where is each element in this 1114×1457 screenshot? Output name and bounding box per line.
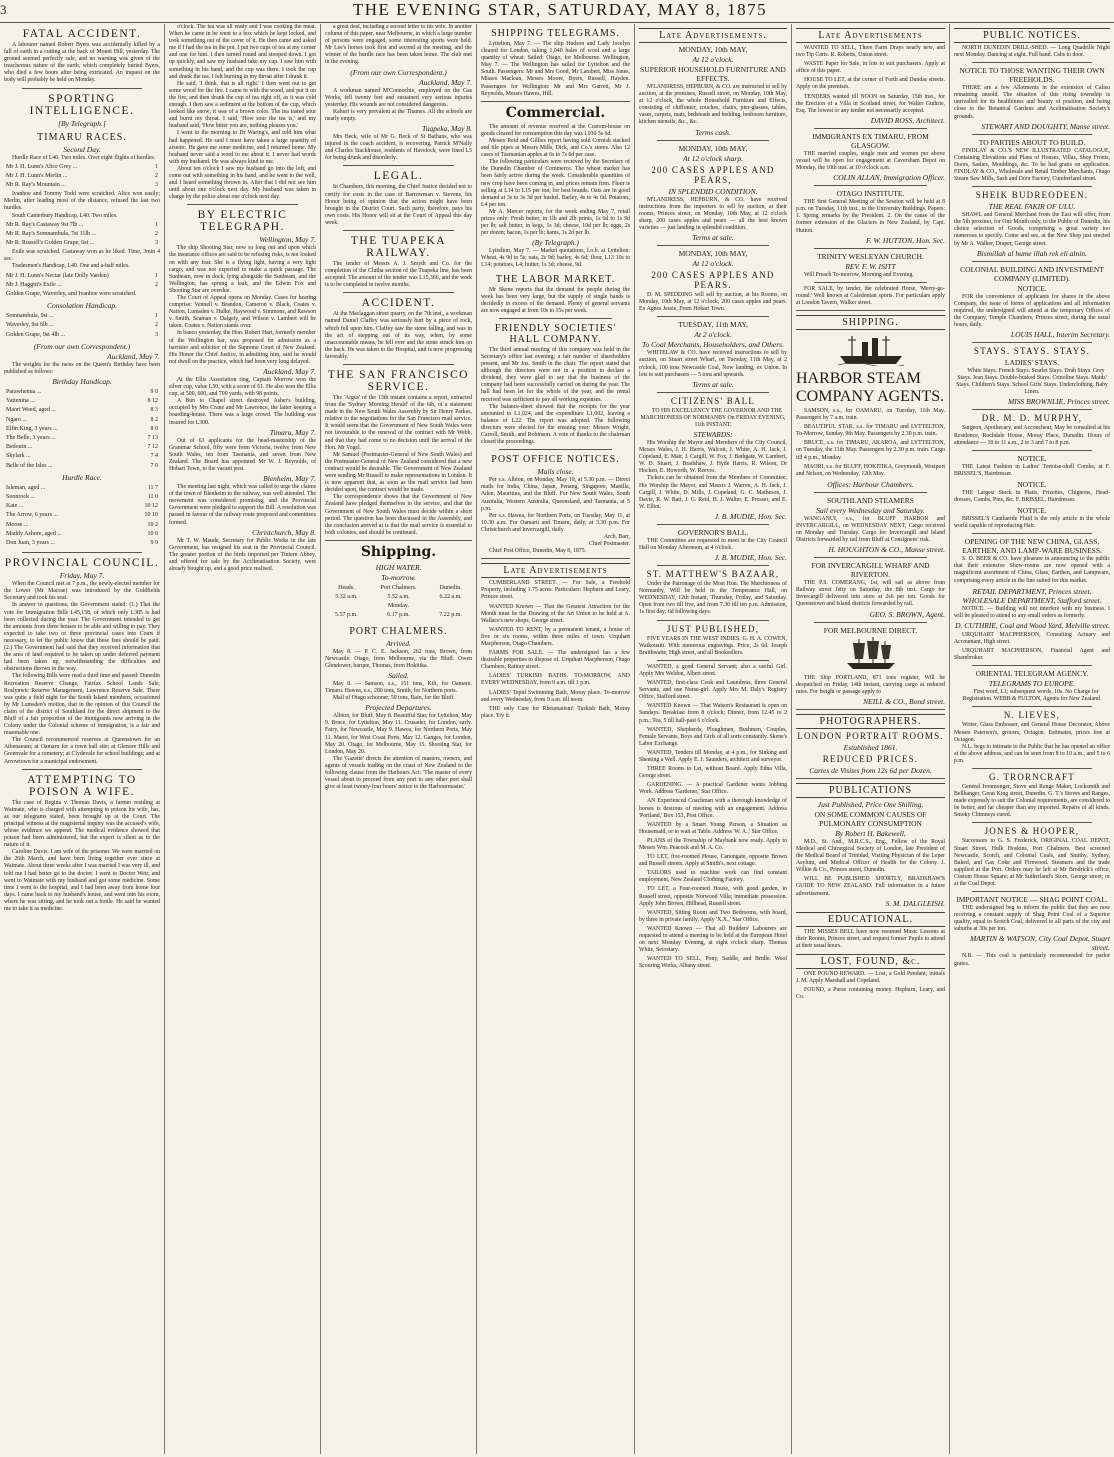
advertisement: SAMSON, s.s., for OAMARU, on Tuesday, 11th May. Passengers by 7 a.m. train. <box>796 407 945 422</box>
advertisement: PLANS of the Township of Maybank now ready. Apply to Messrs Wm. Peacock and M. A. Co. <box>639 837 787 851</box>
section-lost-found: LOST, FOUND, &c. <box>796 954 945 969</box>
advertisement: LADIES' TURKISH BATHS. TO-MORROW, AND EVERY WEDNESDAY, from 9 a.m. till 1 p.m. <box>481 673 630 687</box>
section-publications: PUBLICATIONS <box>796 783 945 798</box>
correspondent-note: (From our own Correspondent.) <box>33 341 131 351</box>
headline-electric-telegraph: BY ELECTRIC TELEGRAPH. <box>197 209 288 234</box>
headline-shipping-telegrams: SHIPPING TELEGRAMS. <box>491 28 620 39</box>
weight-row: Elfin King, 3 years ... 8 0 <box>6 425 158 432</box>
race-result-row: Mr J. Haggitt's Exile ... 2 <box>6 281 158 288</box>
headline-friendly-societies: FRIENDLY SOCIETIES' HALL COMPANY. <box>494 322 617 345</box>
advertisement: TUESDAY, 11th MAY, At 2 o'clock. To Coal Merchants, Householders, and Others. WHITELAW & CO. have received instructions to sell by auction, on Stuart street Wharf, on Tuesday, 11th May, at 2 o'clock, 100 tons Newcastle Coal, Now landing, ex Union. In lots to suit purchasers — 5 tons and upwards. Terms at sale. <box>639 320 787 389</box>
advertisement: FOR SALE, by tender, the celebrated Horse, 'Merry-go-round.' Well known at Caledonian sports. For particulars apply at London Tavern, Walker street. <box>796 285 945 306</box>
advertisement: TAILORS used to machine work can find constant employment, New Zealand Clothing Factory. <box>639 870 787 884</box>
race-results-table <box>4 162 160 192</box>
section-commercial: Commercial. <box>505 104 606 121</box>
advertisement: WANTED TO SELL, Pony, Saddle, and Bridle. Wool Scouring Works, Albany street. <box>639 956 787 970</box>
byline: (By Telegraph.) <box>532 238 579 248</box>
notice-date: Chief Post Office, Dunedin, May 8, 1875. <box>489 548 587 555</box>
article-text: Ivanhoe and Tommy Todd were scratched. Alice won easily; Merlin, after leading most of the distance, refused the last two hurdles. <box>4 191 160 212</box>
weight-row: Maori Weed, aged ... 8 3 <box>6 407 158 414</box>
headline-tuapeka-railway: THE TUAPEKA RAILWAY. <box>350 234 447 259</box>
column-4 <box>477 24 635 1454</box>
column-7 <box>950 24 1114 1454</box>
advertisement: G. TRORNCRAFT General Ironmonger, Stove and Range Maker, Locksmith and Bellhanger, Great King street, Dunedin. G. T.'s Stoves and Ranges, made expressly to suit the Colonial requirements, are considered to be better, and far cheaper than any imported. Repairs of all kinds. Smoky Chimneys cured. <box>954 771 1110 819</box>
article-text: When the Council met at 7 p.m., the newly-elected member for the Lower (Mr Macrae) was introduced by the Goldfields Secretary and took his seat. In answer to questions, the Government stated: (1.) That the vote for Immigration Bills L45,158, of which only L385 is had been collected during the year. The Government intended to get the amounts from three houses to be able and willing to pay. They expected to take two or three provincial cases into Court if necessary, to let the public know that these fees should be paid. (2.) The Government had said that they received information that the area of land required to be taken up under deferred payment had been taken up, notwithstanding the difficulties and obstructions thrown in the way. The following Bills were read a third time and passed: Dunedin Recreation Reserve Change, Fairfax School Lands Sale, Roslynwic Reserve Management, Lawrence Reserve Sale. There was quite a field night for the South Island members, occasioned by Mr Lumsden's motion, that in the opinion of this Council the claim of the district of Southland for the direct shipment to the Bluff of a fair proportion of the immigrants now arriving in the Colony under the Colonial scheme of immigration, is a fair and reasonable one. The Council recommenced reserves at Queenstown for an Athenaeum; at Oamaru for a town hall site; at Glenore Hills and Greenvale for a cemetery; at Clydevale for school buildings; and at Arrowtown for a municipal endowment. <box>4 581 160 765</box>
advertisement: WANTED, first-class Cook and Laundress, three General Servants, and one Nurse-girl. Apply Mrs M. Daly's Registry Office, Stafford street. <box>639 680 787 701</box>
tide-heading: HIGH WATER. <box>375 562 422 572</box>
subhead-second-day: Second Day. <box>63 144 101 154</box>
advertisement: WASTE Paper for Sale, in lots to suit purchasers. Apply at office of this paper. <box>796 61 945 75</box>
advertisement: THE MISSES BELL have now resumed Music Lessons at their Rooms, Princes street, and request former Pupils to attend at their usual hours. <box>796 928 945 949</box>
advertisement: ST. MATTHEW'S BAZAAR, Under the Patronage of the Most Hon. The Marchioness of Normanby, Will be held in the Temperance Hall, on WEDNESDAY, 12th Instant, Thursday, Friday, and Saturday. Open from two till five, and from 7.30 till ten p.m. Admission, 1s first day; 6d following days. <box>639 569 787 616</box>
advertisement: SOUTHLAND STEAMERS Sail every Wednesday and Saturday. WANGANUI, s.s., for BLUFF HARBOR and INVERCARGILL, on WEDNESDAY NEXT, Cargo received on Monday and Tuesday. Cargo for Invercargill and Island Districts forwarded by rail from Bluff at Consignees' risk. H. HOUGHTON & CO., Manse street. <box>796 495 945 555</box>
page-number: 3 <box>0 2 8 17</box>
race-results-table <box>4 271 160 301</box>
advertisement: IMPORTANT NOTICE — SHAG POINT COAL. THE undersigned beg to inform the public that they are now receiving a constant supply of Shag Point Coal of a Superior quality, equal to Scotch Coal, delivered to all parts of the city and suburbs at 30s per ton. MARTIN & WATSON, City Coal Depot, Stuart street. N.B. — This coal is particularly recommended for parlor grates. <box>954 895 1110 967</box>
weight-row: Moose ... 10 2 <box>6 521 158 528</box>
advertisement: Just Published, Price One Shilling. ON SOME COMMON CAUSES OF PULMONARY CONSUMPTION By Robert H. Bakewell, M.D., St. And., M.R.C.S., Eng., Fellow of the Royal Medical and Chirurgical Society of London, late President of the Medical Board of Trinidad, Visiting Physician of the Leper Asylum, and Medical Officer of Health for the Colony. J. Wilkie & Co., Princes street, Dunedin. <box>796 799 945 874</box>
advertisement: MONDAY, 10th MAY, At 12 o'clock. SUPERIOR HOUSEHOLD FURNITURE AND EFFECTS. M'LANDRESS, HEPBURN, & CO. are instructed to sell by auction, at the premises, Russell street, on Monday, 10th May, at 12 o'clock, the whole Household Furniture and Effects, consisting of chiffonier, couches, chairs, pier-glasses, tables, vases, carpets, mats, bedsteads and bedding, bedroom furniture, kitchen utensils, &c., &c. Terms cash. <box>639 45 788 137</box>
race-results-table <box>4 311 160 341</box>
weight-row: The Belle, 3 years ... 7 13 <box>6 434 158 441</box>
sailing-ship-icon <box>796 637 945 673</box>
weights-table <box>4 387 160 472</box>
article-text: The weights for the races on the Queen's Birthday have been published as follows: <box>4 361 160 375</box>
race-result-row: Mr J. H. Lunn's Merlin ... 2 <box>6 172 158 179</box>
steamship-icon <box>796 332 945 368</box>
advertisement: NOTICE. THE Largest Stock in Plaits, Frizettes, Chignons, Head-dresses, Combs, Pins, &c. F. BRISSEL, Hairdresser. <box>954 479 1110 503</box>
advertisement: GOVERNOR'S BALL. THE Committee are requested to meet in the City Council Hall on Monday Afternoon, at 4 o'clock. J. B. MUDIE, Hon. Sec. <box>639 527 787 563</box>
dateline: Auckland, May 7. <box>419 77 472 87</box>
advertisement: LONDON PORTRAIT ROOMS. Established 1861. REDUCED PRICES. Cartes de Visites from 12s 6d per Dozen. <box>797 730 944 775</box>
race-result-row: Mr R. Ray's Castaway 9st 7lb ... 1 <box>6 221 158 228</box>
subhead-mails: Mails close. <box>537 467 574 477</box>
tide-subheading: To-morrow. <box>381 572 416 582</box>
shipping-text: May 8. — Samson, s.s., 151 tons, Kilt, for Oamaru. Timaru. Hawea, s.s., 280 tons, Smith, for Northern ports. Mail of Otago schooner, 50 tons, Bain, for the Bluff. <box>325 680 472 702</box>
article-text: Mr Skene reports that the demand for people during the week has been very large, but the supply of single hands is decidedly in excess of the demand. Plenty of general servants are now engaged at from 10s to 15s per week. <box>481 286 630 314</box>
article-text: Exile was scratched. Castaway won as he liked. Time, 3min 4 sec. <box>4 249 160 263</box>
advertisement: TO PARTIES ABOUT TO BUILD. FINDLAY & CO.'S NEW ILLUSTRATED CATALOGUE, Containing Elevations and Plans of Houses, Villas, Shop Fronts, Doors, Sashes, Mouldings, &c. To be had gratis on application. FINDLAY & CO., Wholesale and Retail Timber Merchants, Otago Steam Saw Mills, Sash and Door Factory, Cumberland street. <box>954 137 1110 183</box>
advertisement: JONES & HOOPER, Successors to G. S. Frederick, ORIGINAL COAL DEPOT, Stuart Street, Hulk Hoskins, Port Chalmers. Best screened Newcastle, Scotch, and Colonial Coals, and Smithy. Sydney, Baked, and Gas Coke and Firewood. Steamers and the trade supplied at the Port. Orders may be left at Mr Brodrick's office, Custom House Square; at Mr Sutherland's Store, George street; or at the Coal Depot. <box>954 826 1110 887</box>
race-result-row: Mr J. H. Lunn's Alice Grey ... 1 <box>6 163 158 170</box>
weights-table <box>4 483 160 549</box>
weight-row: Kate ... 10 12 <box>6 503 158 510</box>
advertisement: TO LET, five-roomed House, Canongate, opposite Brown and Russell streets. Apply at Smith's, next cottage. <box>639 854 787 868</box>
weight-row: The Arrow, 6 years ... 10 10 <box>6 512 158 519</box>
dateline: Friday, May 7. <box>59 571 105 581</box>
article-text: The tender of Messrs A. J. Smyth and Co. for the completion of the Clutha section of the Tuapeka line, has been accepted. The amount of the tender was L15,366, and the work is to be completed in twelve months. <box>325 260 472 289</box>
headline-accident: ACCIDENT. <box>361 297 436 310</box>
weight-row: Bedouin ... 7 12 <box>6 444 158 451</box>
column-6 <box>792 24 950 1454</box>
advertisement: WANTED by a Smart Young Person, a Situation as Housemaid, or to wait at Table. Address 'W. A.,' Star Office. <box>639 821 787 835</box>
article-text: The amount of revenue received at the Custom-house on goods cleared for consumption this day was L930 5s 6d. Messrs Reid and Gillies report having sold Cornish stacked and tile pipes at Messrs Mills, Dick, and Co.'s stores. Also 12 cases of Tasmanian apples at 6s to 7s 6d per case. The following particulars were received by the Secretary of the Dunedin Chamber of Commerce. The wheat market has been fairly active during the week. Considerable quantities of new crop have been coming in, and prices remain firm. Flour is selling at L14 to L15 per ton, for best brands. Oats are in good demand at 3s to 3s 3d per bushel. Barley, 4s to 4s 6d. Potatoes, L4 per ton. Mr A. Mercer reports, for the week ending May 7, retail prices only: Fresh butter, in 1lb and 2lb prints, 1s 6d to 1s 9d per lb; salt butter, in kegs, 1s 3d; cheese, 10d per lb; eggs, 2s per dozen; bacon, 1s per lb; hams, 1s 2d per lb. <box>481 123 630 237</box>
section-public-notices: PUBLIC NOTICES. <box>954 28 1110 43</box>
race-result-row: Waverley, 9st 6lb ... 2 <box>6 322 158 329</box>
advertisement: WANTED, Sitting Room and Two Bedrooms, with board, by three in private family. Apply 'X.X.,' Star Office. <box>639 909 787 923</box>
offices-note: Offices: Harbour Chambers. <box>827 479 914 489</box>
advertisement: TENDERS wanted till NOON on Saturday, 15th inst., for the Erection of a Villa in Scotland street, for Walter Guthrie, Esq. The lowest or any tender not necessarily accepted. DAVID ROSS, Architect. <box>796 93 945 125</box>
advertisement: LADIES' Tepid Swimming Bath, Moray place. To-morrow and every Wednesday, from 9 a.m. till noon. <box>481 689 630 703</box>
advertisement: ONE POUND REWARD. — Lost, a Gold Pendant; initials J. M. Apply Marshall and Copeland. <box>796 970 945 984</box>
advertisement: SHEIK BUDREODEEN. THE REAL FAKIR OF ULU. SHAWL and General Merchant from the East will offer, from the 5th proximo, for One Month only, to the Public of Dunedin, his choice selection of Goods, comprising a great variety too numerous to specify. Come and see, at the New Shop just erected by Mr A. Walker, Draper, George street. Bismillah al hume illah rek eli alnin. <box>954 190 1110 258</box>
advertisement: AN Experienced Coachman with a thorough knowledge of horses is desirous of meeting with an engagement. Address 'Portland,' Box 153, Post Office. <box>639 798 787 819</box>
shipping-text: Lyttelton, May 7. — The ship Hudson and Lady Jocelyn cleared for London, taking 1,040 bales of wool and a large quantity of wheat. Sailed: Otago, for Melbourne. Wellington, May 7. — The Wellington has sailed for Lyttelton and the South. Passengers: Mr and Mrs Good, Mr Lambert, Miss Jones, Misses Maclean, Messrs Moore, Byers, Russell, Hayden. Passengers for Wellington: Mr and Mrs Garrett, Mr J. Reynolds, Messrs Hawes, Hill. <box>481 41 630 97</box>
subhead-sailed: Sailed. <box>388 670 409 680</box>
advertisement: BRUCE, s.s. for TIMARU, AKAROA, and LYTTELTON, on Tuesday, the 11th May. Passengers by 2.30 p.m. train. Cargo till 4 p.m., Monday. <box>796 440 945 461</box>
advertisement: N. LIEVES, Writer, Glass Embosser, and General House Decorator, Above Messrs Paterson's, grocers, Octagon. Estimates, prices free at Octagon. N.L. begs to intimate to the Public that he has opened an office at the above address, and can be seen from 8 to 10 a.m., and 5 to 6 p.m. <box>954 710 1110 764</box>
advertisement: WILL BE PUBLISHED SHORTLY, BRADSHAW'S GUIDE TO NEW ZEALAND. Full information in a future advertisement. S. M. DALGLEISH. <box>796 876 945 908</box>
shipping-text: May 8. — P. C. E. Jackson, 262 tons, Brown, from Newcastle. Otago, from Melbourne, via the Bluff. Owen Glendower, barque, Thomas, from Hokitika. <box>325 648 472 669</box>
race-result-row: Mr J. H. Lunn's Nectar (late Dolly Varden) 1 <box>6 272 158 279</box>
advertisement: BEAUTIFUL STAR, s.s. for TIMARU and LYTTELTON, To-Morrow, Sunday, 9th May. Passengers by 2.30 p.m. train. <box>796 424 945 438</box>
advertisement: URQUHART MACPHERSON, Financial Agent and Sharebroker. <box>954 648 1110 662</box>
column-3 <box>321 24 477 1454</box>
weight-row: Yattenina ... 8 12 <box>6 398 158 405</box>
masthead-title: THE EVENING STAR, SATURDAY, MAY 8, 1875 <box>352 0 768 19</box>
advertisement: FOR INVERCARGILL WHARF AND RIVERTON. THE P.S. COMERANG, 1st, will sail as above from Railway street Jetty on Saturday, the 8th inst. Cargo for Invercargill delivered into store at 2s6 per ton. Goods for Queenstown and Island districts forwarded by rail. GEO. S. BROWN, Agent. <box>796 561 945 619</box>
section-late-advertisements: Late Advertisements <box>481 563 630 578</box>
advertisement: NOTICE TO THOSE WANTING THEIR OWN FREEHOLDS. THERE are a few Allotments in the extension of Caliso remaining unsold. The situation of this rising township is unrivalled for its healthiness and beauty of position, and being close to the Botanical Gardens and Acclimatisation Society's grounds. STEWART AND DOUGHTY, Manse street. <box>954 66 1110 131</box>
race-heading: Consolation Handicap. <box>46 301 117 311</box>
article-text: a great deal, including a second letter to his wife. In another column of this paper, near Melbourne, in which a large number of persons were engaged, some interesting sports were held. Mr Lee's horses took first and second at the meeting, and the winner of the hurdle race has been taken home. The club met in the evening. <box>325 24 472 66</box>
advertisement: WANTED Known — That Watson's Restaurant is open on Sundays. Breakfast from 8 o'clock; Dinner, from 12.45 to 2 p.m.; Tea, 5 till half-past 6 o'clock. <box>639 703 787 724</box>
subhead-port-chalmers: PORT CHALMERS. <box>349 625 448 637</box>
subhead-hurdle-race: Hurdle Race. <box>62 472 102 482</box>
shipping-text: Albion, for Bluff, May 8. Beautiful Star, for Lyttelton, May 9. Bruce, for Lyttelton, May 11. Crusader, for London, early. Fairy, for Newcastle, May 9. Hawea, for Northern Ports, May 11. Maori, for West Coast Ports, May 12. Ganges, for London, May 20. Otago, for Melbourne, May 15. Shooting Star, for London, May 20. The 'Gazette' directs the attention of masters, owners, and agents of vessels trading on the coast of New Zealand to the following clause from the Harbours Act: 'The master of every vessel about to proceed from any port to any other port shall give at least twenty-four hours' notice to the Harbourmaster.' <box>325 713 472 791</box>
advertisement: TRINITY WESLEYAN CHURCH. REV. F. W. ISITT Will Preach To-morrow, Morning and Evening. <box>804 251 924 278</box>
race-heading: Hurdle Race of L40. Two miles. Over eight flights of hurdles. <box>12 154 156 161</box>
article-text: In Chambers, this morning, the Chief Justice decided not to certify for costs in the case of Barrowman v. Stevens, his Honor being of opinion that the action might have been brought in the District Court. Such party, therefore, pays his own costs. His Honor will sit at the Court of Appeal this day week. <box>325 184 472 226</box>
column-1 <box>0 24 165 1454</box>
article-text: At the Ellis Association ring, Captain Morrow won the silver cup, value L50, with a score of 61. He also won the Ellis cup, at 500, 600, and 700 yards, with 98 points. A Bun to Chapel street destroyed Asher's building, occupied by Mrs Crane and Mr Lawrence, the latter keeping a boarding-house. There was a large crowd. The building was insured for L300. <box>169 376 316 426</box>
advertisement: THE only Cure for Rheumatism! Turkish Bath, Moray place. Try it. <box>481 705 630 719</box>
section-shipping: Shipping. <box>360 543 437 560</box>
weight-row: Don Juan, 3 years ... 9 9 <box>6 539 158 546</box>
dateline: Timaru, May 7. <box>269 427 316 437</box>
weight-row: Parawhenua ... 9 0 <box>6 388 158 395</box>
advertisement: ORIENTAL TELEGRAM AGENCY. TELEGRAMS TO EUROPE. First word, L1; subsequent words, 10s. No Charge for Registration. WEBB & FULTON, Agents for New Zealand. <box>962 669 1102 703</box>
advertisement: FARMS FOR SALE. — The undersigned has a few desirable properties to dispose of. Urquhart Macpherson, Otago Chambers, Rattray street. <box>481 650 630 671</box>
dateline: Blenheim, May 7. <box>263 474 316 484</box>
advertisement: MONDAY, 10th MAY, At 12 o'clock sharp. 200 CASES APPLES AND PEARS, IN SPLENDID CONDITION. M'LANDRESS, HEPBURN, & CO. have received instructions from the importers to sell by auction, at their rooms, Princes street, on Monday, 10th May, at 12 o'clock sharp, 200 cases apples and pears — all the best known varieties — just landing in splendid condition. Terms at sale. <box>639 143 787 243</box>
weight-row: Skylark ... 7 4 <box>6 453 158 460</box>
article-text: Mr T. W. Maude, Secretary for Public Works in the late Government, has resigned his seat in the Provincial Council. The greater portion of the birds imported per Tintern Abbey, and offered for sale by the Acclimatisation Society, were already bought up, and a good price realised. <box>169 537 316 572</box>
article-text: o'clock. The tea was all ready and I was cooking the meat. When he came in he went to a box which he kept locked, and took something out of the cover of it. He then came and asked me if I had the tea in the pot. I put two cups of tea at my corner and one for him. I then turned round and stooped down. I got up quickly, and saw my husband take my cup. I saw him with something in his hand, and the cup was there. I took the cup and drank the tea. I felt burning in my throat after I drank it. He said, 'I think, that is all right.' I then went out to get some wood for the fire. I came in with the wood, and put it on the fire, and then drank the cup of tea right off, as it was cold enough. I then saw a sediment at the bottom of the cup, which looked like snow; it was of a brown color. The tea tasted sour and burnt my throat. I said, 'How sour the tea is,' and my husband said, 'How bitter you are, nothing pleases you.' I went in the morning to Dr Waring's, and told him what had happened. He said I must have taken a large quantity of arsenic. He gave me some medicine, and I returned home. My husband never said a word to me about it. I never had words with my husband. He was always kind to me. About ten o'clock I saw my husband go into the loft, and come out with something in his hand, and he went to the well, and I heard something thrown in. After that I did not see him until about one o'clock next day. My husband was taken in charge by the police about one o'clock next day. <box>169 24 316 201</box>
correspondent-note: (From our own Correspondent.) <box>350 67 447 77</box>
advertisement: MONDAY, 10th MAY, At 12 o'clock. 200 CASES APPLES AND PEARS. D. M. SPEDDING will sell by auction, at his Rooms, on Monday, 10th May, at 12 o'clock, 200 cases apples and pears. Ex Agnes Jessie, From Hobart Town. <box>639 249 787 313</box>
headline-labor-market: THE LABOR MARKET. <box>495 273 616 285</box>
race-heading: South Canterbury Handicap, L40. Two miles. <box>12 212 118 219</box>
section-educational: EDUCATIONAL. <box>796 912 945 927</box>
harbor-steam-heading: HARBOR STEAM COMPANY AGENTS. <box>796 369 945 405</box>
signature: Arch. Barr, Chief Postmaster. <box>589 533 630 548</box>
notice-text: Per s.s. Albion, on Monday, May 10, at 5.30 p.m. — Direct mails for India, China, Japan, Penang, Singapore, Manilla, Aden, Mauritius, and the Bluff. For New South Wales, South Australia, Western Australia, Queensland, and Tasmania, at 5 p.m. Per s.s. Hawea, for Northern Ports, on Tuesday, May 11, at 10.30 a.m. For Oamaru and Timaru, daily, at 3.30 p.m. For Christchurch and Invercargill, daily. <box>481 477 630 533</box>
weight-row: Isleman, aged ... 11 7 <box>6 484 158 491</box>
advertisement: WANTED, a good General Servant; also a useful Girl. Apply Mrs Weldon, Albert street. <box>639 663 787 677</box>
advertisement: IMMIGRANTS EX TIMARU, FROM GLASGOW. THE married couples, single men and women per above vessel will be open for engagement at Caversham Depot on Monday, the 10th inst. at 10 o'clock a.m. COLIN ALLAN, Immigration Officer. <box>796 131 945 183</box>
article-text: A labourer named Robert Byers was accidentally killed by a fall of earth in a cutting at the back of Mount Hill, yesterday. The ground seemed perfectly safe, and no warning was given of the treacherous nature of the earth, which completely buried Byers, who died a few hours after being extricated. An inquest on the body will probably be held on Monday. <box>4 42 160 84</box>
dateline: Tuapeka, May 8. <box>422 124 472 134</box>
article-text: Mrs Beck, wife of Mr G. Beck of St Bathans, who was injured in the coach accident, is recovering. Patrick M'Nally and Charles Stackhouse, residents of Havelock, were fined L5 for being drunk and disorderly. <box>325 134 472 162</box>
advertisement: CUMBERLAND STREET. — For Sale, a Freehold Property, including 1.75 acres. Particulars: Hepburn and Leary, Princes street. <box>481 580 630 601</box>
subhead-timaru-races: TIMARU RACES. <box>37 131 127 143</box>
column-2 <box>165 24 321 1454</box>
race-result-row: Somnambula, 9st ... 1 <box>6 313 158 320</box>
advertisement: TO LET, a Four-roomed House, with good garden, in Russell street, opposite Norwood Villa; immediate possession. Apply John Brown, Hillhead, Russell street. <box>639 886 787 907</box>
dateline: Auckland, May 7. <box>107 351 160 361</box>
race-result-row: Mr R. Ray's Mountain ... 3 <box>6 182 158 189</box>
headline-san-francisco: THE SAN FRANCISCO SERVICE. <box>327 369 470 393</box>
article-text: The meeting last night, which was called to urge the claims of the town of Blenheim to the railway, was well attended. The movement was considered promising, and the Provincial Government were pledged to support the Bill. A resolution was passed in favour of the railway route proposed and committees formed. <box>169 484 316 526</box>
race-heading: Tradesmen's Handicap, L40. One and a-half miles. <box>12 263 130 270</box>
article-text: The case of Regina v. Thomas Davis, a farmer residing at Waimate, who is charged with attempting to poison his wife, has, as our telegrams stated, been brought up at the Court. The principal witness at the magisterial inquiry was the accused's wife, whose evidence we append. The medical evidence showed that poison had been administered, but the expert is silent as to the nature of it. Caroline Davis: I am wife of the prisoner. We were married on the 26th March, and have been living together ever since at Waimate. About three weeks after I was married I was very ill, and told me I had better go to the doctor. I went to Doctor Weir, and went to Waimate with my husband and got some medicine. Some time I went to the hospital, and I had been away from home four days. I came back to my husband's house, and went into his room, where he was sitting, and he took out a bottle. He said he wanted me to take it as medicine. <box>4 799 160 913</box>
race-results-table <box>4 220 160 250</box>
advertisement: FOUND, a Purse containing money. Hepburn, Leary, and Co. <box>796 987 945 1001</box>
advertisement: THREE Rooms to Let, without Board. Apply Edna Villa, George street. <box>639 766 787 780</box>
race-result-row: Golden Grape, 9st 4lb ... 3 <box>6 331 158 338</box>
advertisement: DR. M. D. MURPHY, Surgeon, Apothecary, and Accoucheur, May be consulted at his Residence, Rochdale House, Moray Place, Dunedin. Hours of attendance — 10 to 11 a.m., 2 to 3 and 7 to 8 p.m. <box>954 413 1110 446</box>
advertisement: RETAIL DEPARTMENT, Princes street. WHOLESALE DEPARTMENT, Stafford street. NOTICE. — Building will not interfere with my business. I will be pleased to attend to any small orders as formerly. D. CUTHRIE, Coal and Wood Yard, Melville street. <box>954 586 1110 630</box>
section-shipping: SHIPPING. <box>796 315 945 330</box>
headline-legal: LEGAL. <box>373 170 424 183</box>
article-text: At the Maclaggan street quarry, on the 7th inst., a workman named Daniel Claffey was seriously hurt by a piece of rock, which fell upon him. Claffey saw the stone falling, and was in the act of stepping out of its way, when, by some unaccountable means, he fell over and the stone struck him on the back. He was taken to the Hospital, and is now progressing favorably. <box>325 311 472 360</box>
race-result-row: Golden Grape, Waverley, and Ivanhoe were scratched. <box>6 290 137 297</box>
headline-poison: ATTEMPTING TO POISON A WIFE. <box>27 773 137 798</box>
advertisement: CITIZENS' BALL TO HIS EXCELLENCY THE GOVERNOR AND THE MARCHIONESS OF NORMANBY On FRIDAY EVENING, 11th INSTANT. STEWARDS: His Worship the Mayor and Members of the City Council, Messrs Wales, J. H. Harris, Walcott, J. White, A. H. Jack, J. Copeland, E. Mair, J. Cargill, W. Fox, J. Bathgate, W. Lambert, W. D. Stuart, J. Bradshaw, J. Hyde Harris, R. Wilson, Dr Hocken, E. Howorth, W. Reeves. Tickets can be obtained from the Members of Committee; His Worship the Mayor, and Messrs J. Warren, A. H. Jack, J. Cargill, J. White, D. Mills, J. Copeland, G. C. Matheson, J. Davie, R. W. Batt, J. G. Reid, H. J. Walter, E. Prosser, and E. W. Elliot. J. B. MUDIE, Hon. Sec. <box>639 395 787 521</box>
advertisement: FOR MELBOURNE DIRECT. THE Ship PORTLAND, 871 tons register, Will be despatched on Friday, 14th instant, carrying cargo at reduced rates. For freight or passage apply to NEILL & CO., Bond street. <box>796 625 945 706</box>
headline-fatal-accident: FATAL ACCIDENT. <box>22 28 142 40</box>
advertisement: NORTH DUNEDIN DRILL-SHED. — Long Quadrille Night next Monday. Dancing at eight. Full band. Cabs to door. <box>954 45 1110 59</box>
advertisement: WANTED Known — That all Builders' Labourers are requested to attend a meeting to be held at the European Hotel on next Monday Evening, at eight o'clock sharp. Thomas White, Secretary. <box>639 925 787 954</box>
weight-row: Ngaro ... 8 2 <box>6 416 158 423</box>
article-text: A workman named M'Connochie, employed on the Gas Works, fell twenty feet and sustained very serious injuries yesterday. His wounds are not considered dangerous. Kahuri is very prevalent at the Thames. All the schools are nearly empty. <box>325 87 472 122</box>
advertisement: MAORI, s.s. for BLUFF, HOKITIKA, Greymouth, Westport and Nelson, on Wednesday, 12th May. <box>796 463 945 477</box>
subhead-departures: Projected Departures. <box>365 703 432 713</box>
advertisement: COLONIAL BUILDING AND INVESTMENT COMPANY (LIMITED). NOTICE. FOR the convenience of applicants for shares in the above Company, the issue of forms of applications and all information required, the undersigned will attend at the temporary Offices of the Company, Temple Chambers, Princes street, during the usual hours, daily. LOUIS HALL, Interim Secretary. <box>954 264 1110 340</box>
article-text: Lyttelton, May 7. — Market quotations, f.o.b. at Lyttelton: Wheat, 4s 9d to 5s; oats, 2s 9d; barley, 4s 6d; flour, L13 10s to L14; potatoes, L4; butter, 1s 3d; cheese, 9d. <box>481 248 630 269</box>
masthead <box>0 0 1114 23</box>
advertisement: HOUSE TO LET, at the corner of Forth and Dundas streets. Apply on the premises. <box>796 77 945 91</box>
advertisement: JUST PUBLISHED, FIVE YEARS IN THE WEST INDIES. G. H. A. COWEN, Waikouaiti. With numerous engravings. Price, 2s 6d. Joseph Braithwaite, High street, and all Booksellers. <box>639 623 787 656</box>
article-text: The third annual meeting of this company was held in the Secretary's office last evening; a fair number of shareholders present, and Mr Jos. Smith in the chair. The report stated that although the directors were not in a position to declare a dividend, they were glad to say that the business of the company had been successfully carried on during the year. The hall had been let for the whole of the year, and the rental received was sufficient to pay all working expenses. The balance-sheet showed that the receipts for the year amounted to L1,024, and the expenditure L1,002, leaving a balance of L22. The report was adopted. The following directors were elected for the ensuing year: Messrs Wright, Carroll, Smith, and Robinson. A vote of thanks to the chairman closed the proceedings. <box>481 346 630 446</box>
advertisement: GARDENING. — A practical Gardener wants Jobbing Work. Address 'Gardener,' Star Office. <box>639 782 787 796</box>
article-text: The 'Argus' of the 13th instant contains a report, extracted from the 'Sydney Morning Herald' of the 6th, of a statement made in the New South Wales Assembly by Sir Henry Parkes, relative to the negotiations for the San Francisco mail service. It would seem that the Government of New South Wales were not favourable to the renewal of the contract with Mr Webb, and that they had come to no decision until the arrival of the Hon. Mr Vogel. Mr Samuel (Postmaster-General of New South Wales) and the Postmaster-General of New Zealand considered that a new contract would be desirable. The Government of New Zealand were sending Mr Russell to make representations in London. It is now apparent that, as soon as the mail service had been decided upon, the contract would be made. The correspondence shows that the Government of New Zealand have pledged themselves to the service, and that the Government of New South Wales must decide within a short period. The question has been discussed in the Assembly, and the conclusion arrived at is that the mail service is essential to both colonies, and should be continued. <box>325 395 472 536</box>
advertisement: OTAGO INSTITUTE. THE first General Meeting of the Session will be held at 8 p.m. on Tuesday, 11th inst., in the University Buildings. Papers: 1. Spring remarks by the President. 2. On the cause of the former extension of the Glaciers in New Zealand, by Capt. Hutton. F. W. HUTTON, Hon. Sec. <box>796 189 945 245</box>
advertisement: NOTICE. THE Latest Fashion in Ladies' Tortoise-shell Combs, at F. BRISSEL'S, Hairdresser. <box>954 453 1110 477</box>
section-photographers: PHOTOGRAPHERS. <box>796 714 945 729</box>
weight-row: Soonrock ... 11 0 <box>6 493 158 500</box>
columns <box>0 24 1114 1454</box>
column-5 <box>635 24 792 1454</box>
dateline: Auckland, May 7. <box>263 366 316 376</box>
advertisement: WANTED TO SELL, Three Farm Drays nearly new, and two Tip Carts. R. Roberts, Union street. <box>796 45 945 59</box>
advertisement: WANTED TO RENT, by a permanent tenant, a house of five or six rooms, within three miles of town. Urquhart Macpherson, Otago Chambers. <box>481 626 630 647</box>
section-late-advertisements: Late Advertisements <box>796 28 945 43</box>
advertisement: NOTICE. BRISSEL'S Cantharide Fluid is the only article in the whole world capable of reproducing Hair. <box>954 506 1110 530</box>
advertisement: WANTED, Shepherds, Ploughmen, Bushmen, Couples, Female Servants, Boys and Girls of all sorts constantly. Skene's Labor Exchange. <box>639 726 787 747</box>
advertisement: URQUHART MACPHERSON, Consulting Actuary and Accountant, High street. <box>954 631 1110 645</box>
race-result-row: Mr R. Ray's Somnambula, 7st 11lb ... 2 <box>6 230 158 237</box>
article-text: Out of 63 applicants for the head-mastership of the Grammar School, fifty were from Victoria, twelve from New South Wales, ten from Tasmania, and seven from New Zealand. The Board has appointed Mr W. J. Reynolds, of Hobart Town, to the vacant post. <box>169 437 316 472</box>
advertisement: WANTED, Tenders till Monday, at 4 p.m., for Sinking and Sheeting a Well. Apply E. J. Saunders, architect and surveyor. <box>639 749 787 763</box>
advertisement: STAYS. STAYS. STAYS. LADIES' STAYS. White Stays. French Stays. Scarlet Stays. Drab Stays. Grey Stays. Jean Stays. Double-busked Stays. Crinoline Stays. Maids' Stays. Children's Stays. School Girls' Stays. Underclothing. Baby Linen. MISS BROWNLIE, Princes street. <box>956 346 1110 407</box>
article-text: The ship Shooting Star, now so long out and upon which the insurance offices are said to be refusing risks, is not looked on with any fear. She is a flying light, having a very light cargo, and was not expected to make a quick passage. The Sunbeam, now in dock, lying alongside the Sunbeam, and the Wellington, has sprung a leak, and the Edwin Fox and Shooting Star are overdue. The Court of Appeal opens on Monday. Cases for hearing comprise: Vennell v. Brandon, Cameron v. Black, Coates v. Nation, Lumsden v. Hulke, Haywood v. Simmons, and Rawson v. Smith. Seaman v. Dalgety, and Wilson v. Lambert will be taken. Coates v. Nation stands over. In banco yesterday, the Hon. Robert Hart, formerly member of the Wellington bar, was proposed for admission as a barrister and solicitor of the Supreme Court of New Zealand. His Honor the Chief Justice, in admitting him, said he would not dwell on the practice, which had been very long delayed. <box>169 245 316 365</box>
section-late-advertisements: Late Advertisements. <box>639 28 787 43</box>
tide-table: Heads. Port Chalmers. Dunedin. 5.32 a.m. 5.52 a.m. 6.22 a.m. Monday. 5.57 p.m. 6.17 p.m. 7.22 p.m. <box>335 584 462 619</box>
weight-row: Maddy Ashore, aged ... 10 0 <box>6 530 158 537</box>
headline-post-office: POST OFFICE NOTICES. <box>491 454 620 466</box>
headline-provincial-council: PROVINCIAL COUNCIL. <box>4 557 160 570</box>
advertisement: WANTED Known — That the Greatest Attraction for the Month must be the Drawing of the Art Union to be held at A. Wallace's new shops, George street. <box>481 603 630 624</box>
weight-row: Belle of the Isles ... 7 0 <box>6 462 158 469</box>
advertisement: OPENING OF THE NEW CHINA, GLASS, EARTHEN, AND LAMP-WARE BUSINESS. S. D. BEER & CO. have pleasure in announcing to the public that their extensive Show-rooms are now opened with a magnificent assortment of China, Glass, Earthen, and Lampware, comprising every article in the line suited for this market. <box>954 537 1110 584</box>
dateline: Wellington, May 7. <box>259 235 316 245</box>
headline-sporting: SPORTING INTELLIGENCE. <box>29 92 135 117</box>
byline: [By Telegraph.] <box>58 118 106 128</box>
subhead-arrived: Arrived. <box>386 638 411 648</box>
race-result-row: Mr R. Russell's Golden Grape, 6st ... 3 <box>6 240 158 247</box>
subhead-birthday-handicap: Birthday Handicap. <box>52 376 112 386</box>
dateline: Christchurch, May 8. <box>252 527 316 537</box>
